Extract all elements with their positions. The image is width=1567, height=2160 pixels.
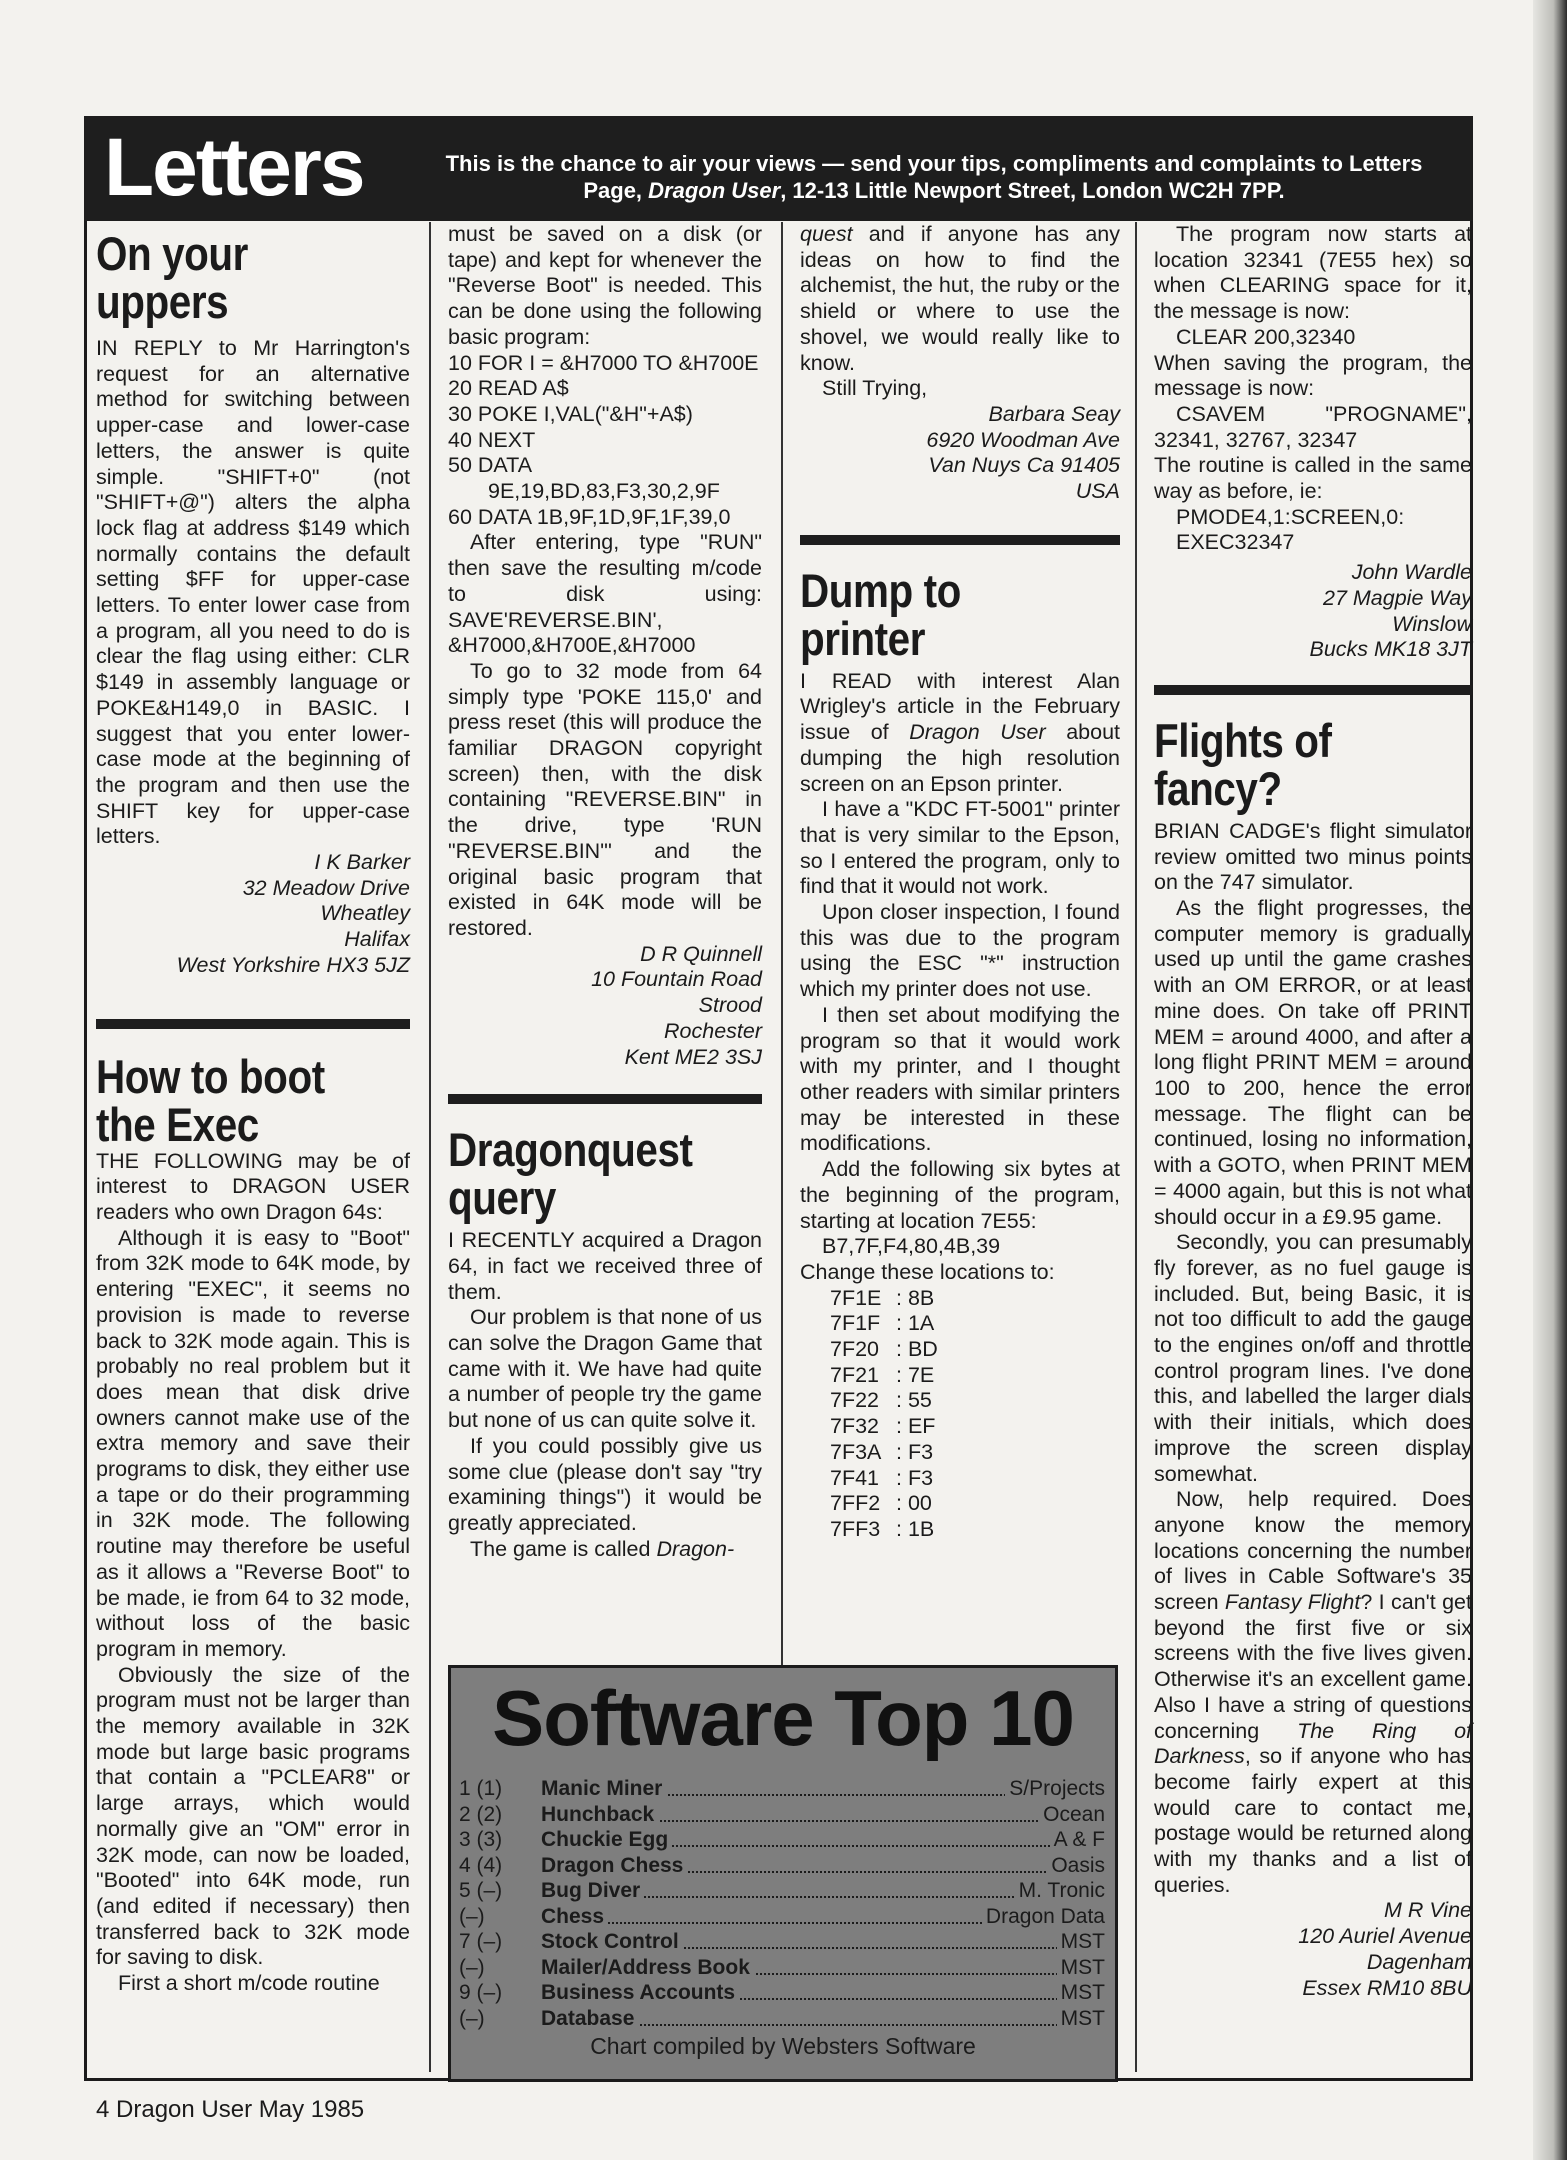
top10-rank: (–) — [459, 2006, 485, 2030]
section-rule — [96, 1019, 410, 1029]
section-rule — [448, 1094, 762, 1104]
letter-body: The game is called Dragon- — [470, 1536, 735, 1561]
top10-title-text: Stock Control — [541, 1929, 683, 1954]
section-rule — [800, 535, 1120, 545]
top10-title-text: Manic Miner — [541, 1776, 666, 1801]
letter-body: The routine is called in the same way as before, ie: — [1154, 453, 1472, 504]
location-row — [830, 1337, 1120, 1363]
location-address: 7FF2 — [830, 1491, 881, 1516]
letter-body: Still Trying, — [822, 376, 928, 401]
top10-publisher: Dragon Data — [982, 1904, 1105, 1929]
letter-body: After entering, type "RUN" then save the resulting m/code to disk using: SAVE'REVERSE.BIN', &H7000,&H700E,&H7000 — [448, 530, 762, 658]
column-divider — [1135, 222, 1137, 2072]
letter-body: IN REPLY to Mr Harrington's request for an alternative method for switching between upper-case and lower-case letters, the answer is quite simple. "SHIFT+0" (not "SHIFT+@") alters the alpha lock flag at address $149 which normally contains the default setting $FF for upper-case letters. To enter lower case from a program, all you need to do is clear the flag using either: CLR $149 in assembly language or POKE&H149,0 in BASIC. I suggest that you enter lower-case mode at the beginning of the program and then use the SHIFT key for upper-case letters. — [96, 336, 410, 849]
page-edge-shadow — [1533, 0, 1567, 2160]
command-line: CLEAR 200,32340 — [1176, 324, 1356, 349]
top10-row — [459, 1802, 1105, 1827]
location-row — [830, 1491, 1120, 1517]
page-footer: 4 Dragon User May 1985 — [96, 2096, 365, 2123]
location-row — [830, 1388, 1120, 1414]
location-value: : 00 — [896, 1491, 932, 1516]
location-row — [830, 1466, 1120, 1492]
letters-logo: Letters — [104, 122, 364, 213]
top10-title-text: Bug Diver — [541, 1878, 644, 1903]
location-row — [830, 1363, 1120, 1389]
byte-list: B7,7F,F4,80,4B,39 — [822, 1234, 1001, 1259]
column-4 — [1154, 222, 1472, 2001]
letter-body: Obviously the size of the program must not be larger than the memory available in 32K mode but large basic programs that contain a "PCLEAR8" or large arrays, which would normally give an "OM" error in 32K mode, can now be loaded, "Booted" into 64K mode, run (and edited if necessary) then transferred back to 32K mode for saving to disk. — [96, 1662, 410, 1970]
letter-body: I RECENTLY acquired a Dragon 64, in fact we received three of them. — [448, 1228, 762, 1304]
column-3 — [800, 222, 1120, 1543]
top10-publisher: Ocean — [1039, 1802, 1105, 1827]
top10-rank: 2 (2) — [459, 1802, 503, 1826]
location-address: 7F32 — [830, 1414, 880, 1439]
letter-body: If you could possibly give us some clue (please don't say "try examining things") it would be greatly appreciated. — [448, 1433, 762, 1535]
location-address: 7FF3 — [830, 1516, 881, 1541]
top10-row — [459, 2006, 1105, 2031]
software-top10-box — [448, 1665, 1118, 2082]
top10-rank: (–) — [459, 1955, 485, 1979]
letter-body: Although it is easy to "Boot" from 32K mode to 64K mode, by entering "EXEC", it seems no provision is made to reverse back to 32K mode again. This is probably no real problem but it does mean that disk drive owners cannot make use of the extra memory and save their programs to disk, they either use a tape or do their programming in 32K mode. The following routine may therefore be useful as it allows a "Reverse Boot" to be made, ie from 64 to 32 mode, without loss of the basic program in memory. — [96, 1225, 410, 1661]
top10-row — [459, 1827, 1105, 1852]
letter-body: must be saved on a disk (or tape) and kept for whenever the "Reverse Boot" is needed. This can be done using the following basic program: — [448, 222, 762, 349]
letter-headline: Dragonquest query — [448, 1123, 693, 1225]
location-address: 7F41 — [830, 1465, 880, 1490]
top10-row — [459, 1776, 1105, 1801]
letter-body: THE FOLLOWING may be of interest to DRAGON USER readers who own Dragon 64s: — [96, 1148, 410, 1224]
letter-signature: M R Vine 120 Auriel Avenue Dagenham Essex RM10 8BU — [1298, 1898, 1472, 2000]
location-address: 7F1F — [830, 1311, 881, 1336]
letter-signature: Barbara Seay 6920 Woodman Ave Van Nuys Ca 91405 USA — [926, 401, 1120, 504]
letter-headline: Flights of fancy? — [1154, 713, 1332, 815]
location-row — [830, 1311, 1120, 1337]
letter-body: When saving the program, the message is now: — [1154, 350, 1472, 401]
location-value: : 1A — [896, 1311, 935, 1336]
top10-row — [459, 1853, 1105, 1878]
top10-publisher: MST — [1057, 1929, 1105, 1954]
letter-body: Change these locations to: — [800, 1259, 1055, 1284]
top10-title-text: Database — [541, 2006, 638, 2031]
location-address: 7F1E — [830, 1285, 882, 1310]
top10-row — [459, 1904, 1105, 1929]
letter-body: BRIAN CADGE's flight simulator review omitted two minus points on the 747 simulator. — [1154, 818, 1472, 895]
top10-rank: 3 (3) — [459, 1828, 503, 1851]
top10-rank: 1 (1) — [459, 1777, 503, 1800]
column-1 — [96, 222, 410, 1997]
location-value: : 55 — [896, 1388, 932, 1413]
top10-title: Software Top 10 — [492, 1674, 1074, 1762]
top10-title-text: Chuckie Egg — [541, 1827, 672, 1852]
letter-body: To go to 32 mode from 64 simply type 'POKE 115,0' and press reset (this will produce the familiar DRAGON copyright screen) then, with the disk containing "REVERSE.BIN" in the drive, type 'RUN "REVERSE.BIN"' and the original basic program that existed in 64K mode will be restored. — [448, 658, 762, 940]
location-row — [830, 1517, 1120, 1543]
command-line: CSAVEM "PROGNAME", 32341, 32767, 32347 — [1154, 401, 1472, 452]
letter-body: As the flight progresses, the computer memory is gradually used up until the game crashes with an OM ERROR, or at least mine does. On take off PRINT MEM = around 4000, and after a long flight PRINT MEM = around 100 to 200, hence the error message. The flight can be continued, losing no information, with a GOTO, when PRINT MEM = 4000 again, but this is not what should occur in a £9.95 game. — [1154, 896, 1472, 1229]
letter-signature: D R Quinnell 10 Fountain Road Strood Rochester Kent ME2 3SJ — [591, 941, 762, 1069]
top10-rank: 4 (4) — [459, 1853, 503, 1877]
letter-body: quest and if anyone has any ideas on how to find the alchemist, the hut, the ruby or the shield or where to use the shovel, we would really like to know. — [800, 222, 1120, 375]
top10-title-text: Chess — [541, 1904, 608, 1929]
location-table — [800, 1286, 1120, 1543]
top10-rank: (–) — [459, 1904, 485, 1928]
top10-title-text: Dragon Chess — [541, 1853, 687, 1878]
top10-title-text: Hunchback — [541, 1802, 658, 1827]
top10-publisher: Oasis — [1047, 1853, 1105, 1878]
letter-body: Upon closer inspection, I found this was due to the program using the ESC "*" instruction which my printer does not use. — [800, 900, 1120, 1002]
letter-body: First a short m/code routine — [118, 1971, 380, 1996]
top10-publisher: A & F — [1050, 1827, 1105, 1852]
letter-headline: Dump to printer — [800, 563, 961, 665]
top10-publisher: MST — [1057, 1955, 1105, 1980]
column-2 — [448, 222, 762, 1562]
letters-intro: This is the chance to air your views — send your tips, compliments and complaints to Letters Page, Dragon User, 12-13 Little Newport Street, London WC2H 7PP. — [445, 151, 1423, 203]
section-rule — [1154, 685, 1472, 695]
location-value: : F3 — [896, 1465, 934, 1490]
letter-body: The program now starts at location 32341 (7E55 hex) so when CLEARING space for it, the message is now: — [1154, 222, 1472, 324]
location-address: 7F21 — [830, 1362, 880, 1387]
top10-title-text: Business Accounts — [541, 1980, 739, 2005]
letter-signature: I K Barker 32 Meadow Drive Wheatley Halifax West Yorkshire HX3 5JZ — [176, 850, 410, 977]
letter-body: Add the following six bytes at the beginning of the program, starting at location 7E55: — [800, 1157, 1120, 1233]
top10-publisher: M. Tronic — [1015, 1878, 1105, 1903]
location-address: 7F3A — [830, 1439, 882, 1464]
location-value: : 8B — [896, 1285, 935, 1310]
location-value: : 1B — [896, 1516, 935, 1541]
letter-signature: John Wardle 27 Magpie Way Winslow Bucks MK18 3JT — [1309, 560, 1472, 662]
basic-listing: 10 FOR I = &H7000 TO &H700E 20 READ A$ 30 POKE I,VAL("&H"+A$) 40 NEXT 50 DATA 9E,19,BD,83,F3,30,2,9F 60 DATA 1B,9F,1D,9F,1F,39,0 — [448, 350, 759, 529]
top10-row — [459, 1955, 1105, 1980]
top10-row — [459, 1980, 1105, 2005]
location-value: : BD — [896, 1337, 938, 1362]
location-row — [830, 1286, 1120, 1312]
location-address: 7F20 — [830, 1337, 880, 1362]
top10-publisher: MST — [1057, 1980, 1105, 2005]
top10-rank: 5 (–) — [459, 1879, 503, 1902]
top10-row — [459, 1878, 1105, 1903]
location-row — [830, 1414, 1120, 1440]
letter-body: I then set about modifying the program so that it would work with my printer, and I thought other readers with similar printers may be interested in these modifications. — [800, 1002, 1120, 1156]
top10-rank: 7 (–) — [459, 1930, 503, 1953]
location-address: 7F22 — [830, 1388, 880, 1413]
top10-title-text: Mailer/Address Book — [541, 1955, 754, 1980]
column-divider — [429, 222, 431, 2072]
location-value: : F3 — [896, 1439, 934, 1464]
letter-body: I have a "KDC FT-5001" printer that is very similar to the Epson, so I entered the program, only to find that it would not work. — [800, 797, 1120, 899]
command-line: PMODE4,1:SCREEN,0: EXEC32347 — [1176, 504, 1405, 555]
letter-body: Our problem is that none of us can solve the Dragon Game that came with it. We have had quite a number of people try the game but none of us can quite solve it. — [448, 1305, 762, 1433]
letter-body: Now, help required. Does anyone know the memory locations concerning the number of lives in Cable Software's 35 screen Fantasy Flight? I can't get beyond the first five or six screens with the five lives given. Otherwise it's an excellent game. Also I have a string of questions concerning The Ring of Darkness, so if anyone who has become fairly expert at this would care to contact me, postage would be returned along with my thanks and a list of queries. — [1154, 1487, 1472, 1897]
top10-rank: 9 (–) — [459, 1981, 503, 2004]
letter-headline: How to boot the Exec — [96, 1049, 325, 1151]
letters-header — [84, 116, 1473, 221]
letter-body: I READ with interest Alan Wrigley's article in the February issue of Dragon User about dumping the high resolution screen on an Epson printer. — [800, 668, 1120, 796]
top10-row — [459, 1929, 1105, 1954]
letter-headline: On your uppers — [96, 227, 248, 328]
top10-publisher: S/Projects — [1005, 1776, 1105, 1801]
letter-body: Secondly, you can presumably fly forever, as no fuel gauge is included. But, being Basic, it is not too difficult to add the gauge to the engines on/off and throttle control program lines. I've done this, and labelled the larger dials with their initials, which does improve the screen display somewhat. — [1154, 1230, 1472, 1486]
location-value: : EF — [896, 1414, 936, 1439]
location-value: : 7E — [896, 1362, 935, 1387]
top10-publisher: MST — [1057, 2006, 1105, 2031]
location-row — [830, 1440, 1120, 1466]
top10-credit: Chart compiled by Websters Software — [590, 2033, 976, 2059]
